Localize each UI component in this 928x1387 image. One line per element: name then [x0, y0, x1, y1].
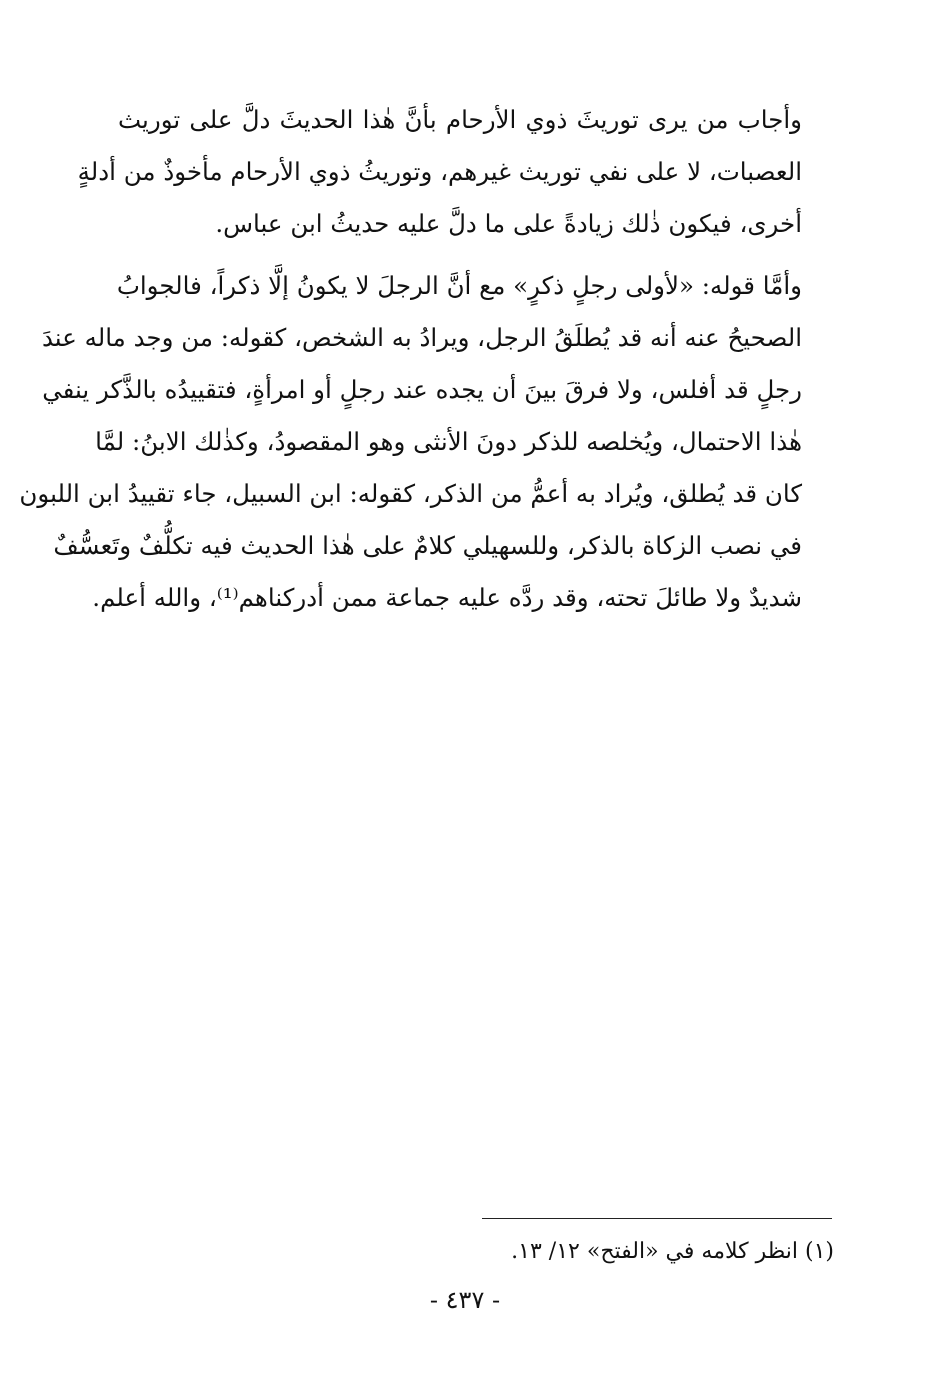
- text-line: شديدٌ ولا طائلَ تحته، وقد ردَّه عليه جماعة ممن أدركناهم⁽¹⁾، والله أعلم.: [92, 583, 802, 612]
- text-line: العصبات، لا على نفي توريث غيرهم، وتوريثُ ذوي الأرحام مأخوذٌ من أدلةٍ: [77, 157, 802, 186]
- text-line: كان قد يُطلق، ويُراد به أعمُّ من الذكر، كقوله: ابن السبيل، جاء تقييدُ ابن اللبون: [19, 479, 802, 508]
- text-line: في نصب الزكاة بالذكر، وللسهيلي كلامٌ على هٰذا الحديث فيه تكلُّفٌ وتَعسُّفٌ: [53, 531, 802, 560]
- footnote: (١) انظر كلامه في «الفتح» ١٢/ ١٣.: [511, 1239, 834, 1264]
- paragraph-2: [19, 260, 840, 624]
- text-line: وأمَّا قوله: «لأولى رجلٍ ذكرٍ» مع أنَّ الرجلَ لا يكونُ إلَّا ذكراً، فالجوابُ: [116, 271, 802, 300]
- text-line: رجلٍ قد أفلس، ولا فرقَ بينَ أن يجده عند رجلٍ أو امرأةٍ، فتقييدُه بالذَّكر ينفي: [42, 375, 802, 404]
- page-number: - ٤٣٧ -: [429, 1286, 501, 1314]
- paragraph-1: [77, 94, 840, 250]
- text-line: أخرى، فيكون ذٰلك زيادةً على ما دلَّ عليه حديثُ ابن عباس.: [215, 209, 802, 238]
- text-line: هٰذا الاحتمال، ويُخلصه للذكر دونَ الأنثى وهو المقصودُ، وكذٰلك الابنُ: لمَّا: [95, 427, 802, 456]
- footnote-separator: [482, 1218, 832, 1219]
- main-text: [19, 94, 840, 624]
- text-line: وأجاب من يرى توريثَ ذوي الأرحام بأنَّ هٰذا الحديثَ دلَّ على توريث: [118, 105, 802, 134]
- text-line: الصحيحُ عنه أنه قد يُطلَقُ الرجل، ويرادُ به الشخص، كقوله: من وجد ماله عندَ: [41, 323, 802, 352]
